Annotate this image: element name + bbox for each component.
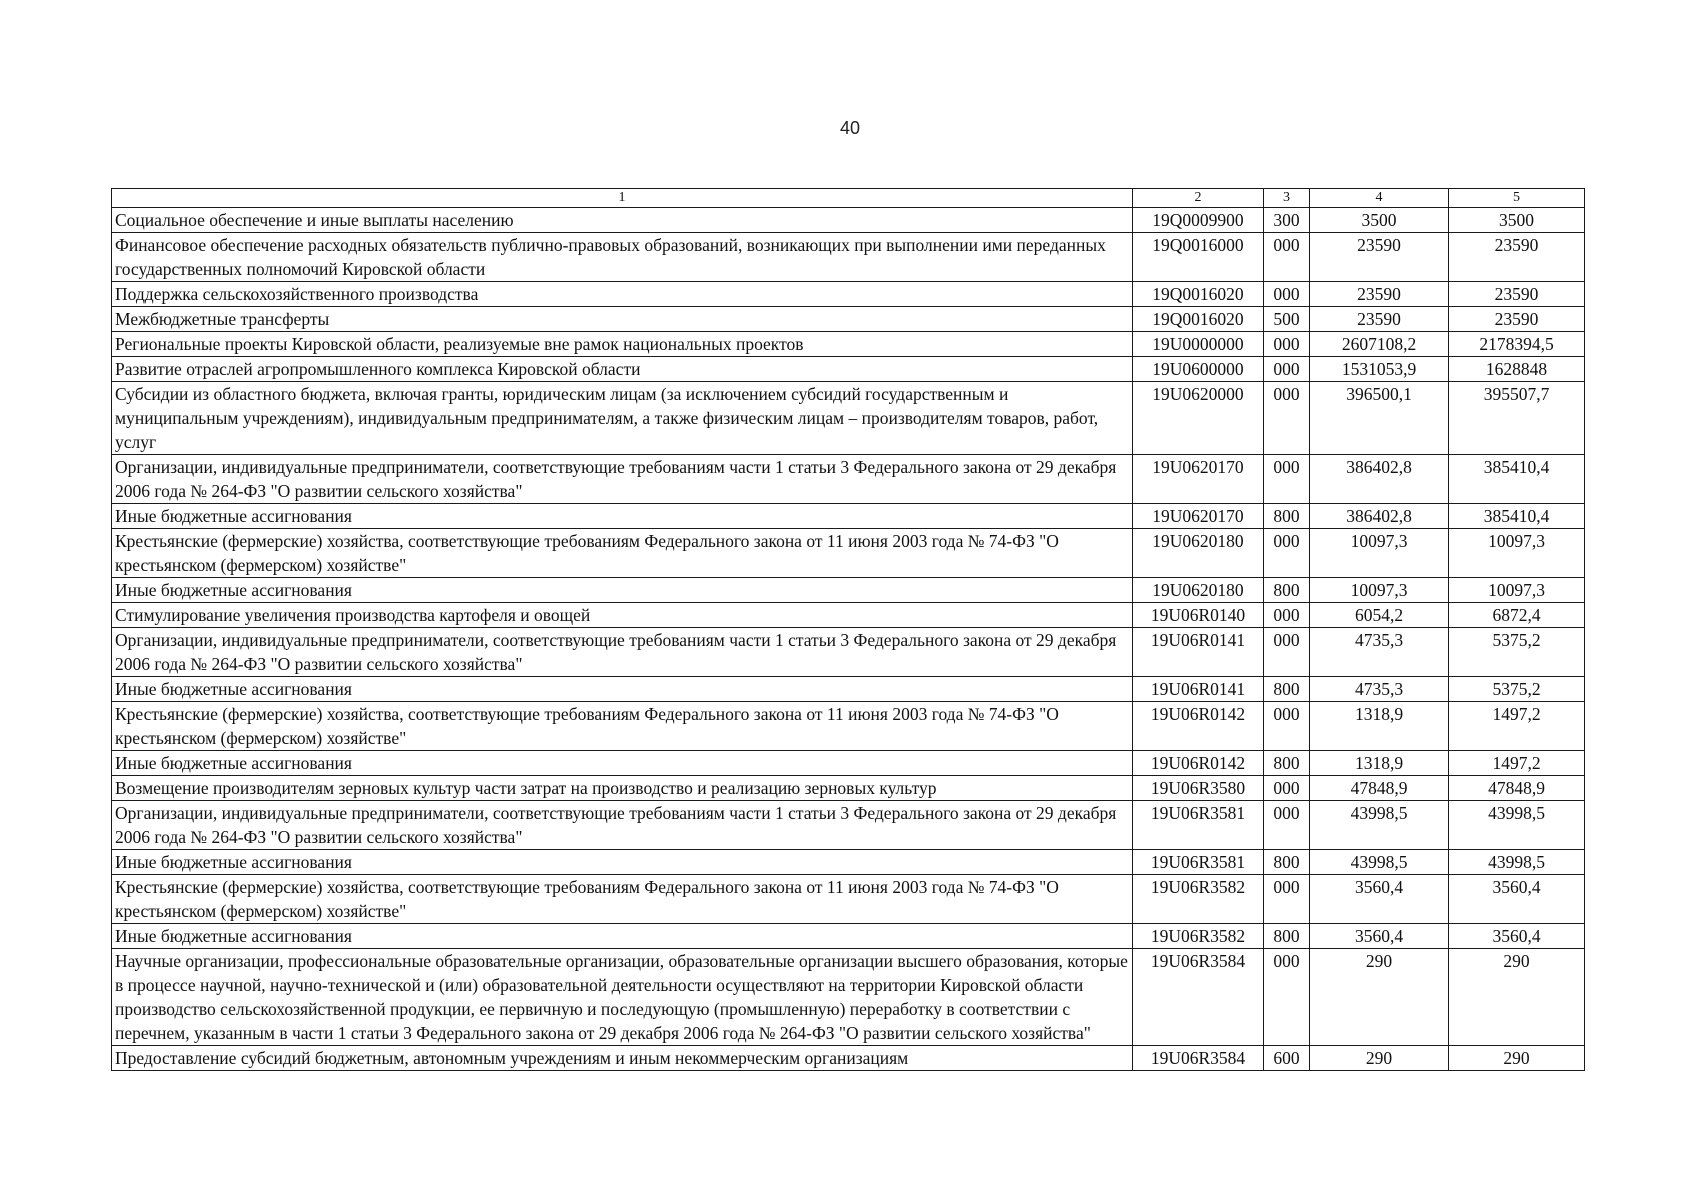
row-expense-type-cell: 600 <box>1264 1046 1310 1071</box>
row-amount-col4-cell: 3500 <box>1310 208 1449 233</box>
table-row <box>112 801 1585 850</box>
row-name-cell: Финансовое обеспечение расходных обязательств публично-правовых образований, возникающих при выполнении ими переданных государственных полномочий Кировской области <box>112 233 1133 282</box>
row-expense-type-cell: 000 <box>1264 282 1310 307</box>
row-amount-col4-cell: 47848,9 <box>1310 776 1449 801</box>
row-name-cell: Организации, индивидуальные предприниматели, соответствующие требованиям части 1 статьи 3 Федерального закона от 29 декабря 2006 года № 264-ФЗ "О развитии сельского хозяйства" <box>112 455 1133 504</box>
row-name-cell: Поддержка сельскохозяйственного производства <box>112 282 1133 307</box>
table-row <box>112 578 1585 603</box>
row-expense-type-cell: 000 <box>1264 875 1310 924</box>
table-row <box>112 702 1585 751</box>
row-amount-col5-cell: 10097,3 <box>1449 529 1585 578</box>
row-amount-col5-cell: 290 <box>1449 949 1585 1046</box>
row-code-cell: 19U06R3581 <box>1133 801 1264 850</box>
row-code-cell: 19U0620180 <box>1133 578 1264 603</box>
row-amount-col4-cell: 290 <box>1310 1046 1449 1071</box>
row-name-cell: Крестьянские (фермерские) хозяйства, соответствующие требованиям Федерального закона от 11 июня 2003 года № 74-ФЗ "О крестьянском (фермерском) хозяйстве" <box>112 529 1133 578</box>
row-amount-col4-cell: 396500,1 <box>1310 382 1449 455</box>
row-expense-type-cell: 000 <box>1264 776 1310 801</box>
row-code-cell: 19U06R3580 <box>1133 776 1264 801</box>
row-amount-col5-cell: 6872,4 <box>1449 603 1585 628</box>
row-amount-col4-cell: 6054,2 <box>1310 603 1449 628</box>
row-amount-col4-cell: 3560,4 <box>1310 875 1449 924</box>
row-name-cell: Развитие отраслей агропромышленного комплекса Кировской области <box>112 357 1133 382</box>
row-amount-col5-cell: 385410,4 <box>1449 504 1585 529</box>
row-expense-type-cell: 800 <box>1264 751 1310 776</box>
row-name-cell: Иные бюджетные ассигнования <box>112 751 1133 776</box>
row-code-cell: 19U06R3584 <box>1133 1046 1264 1071</box>
row-amount-col5-cell: 290 <box>1449 1046 1585 1071</box>
row-amount-col5-cell: 5375,2 <box>1449 628 1585 677</box>
row-name-cell: Социальное обеспечение и иные выплаты населению <box>112 208 1133 233</box>
table-row <box>112 282 1585 307</box>
row-code-cell: 19U0620180 <box>1133 529 1264 578</box>
row-amount-col5-cell: 2178394,5 <box>1449 332 1585 357</box>
row-code-cell: 19U06R0141 <box>1133 677 1264 702</box>
column-header-5: 5 <box>1449 189 1585 208</box>
row-amount-col5-cell: 23590 <box>1449 282 1585 307</box>
table-row <box>112 504 1585 529</box>
row-amount-col5-cell: 3560,4 <box>1449 875 1585 924</box>
column-header-3: 3 <box>1264 189 1310 208</box>
table-row <box>112 850 1585 875</box>
table-header-row <box>112 189 1585 208</box>
row-amount-col5-cell: 23590 <box>1449 307 1585 332</box>
row-amount-col5-cell: 395507,7 <box>1449 382 1585 455</box>
row-amount-col4-cell: 1318,9 <box>1310 751 1449 776</box>
table-row <box>112 677 1585 702</box>
row-name-cell: Организации, индивидуальные предприниматели, соответствующие требованиям части 1 статьи 3 Федерального закона от 29 декабря 2006 года № 264-ФЗ "О развитии сельского хозяйства" <box>112 801 1133 850</box>
table-row <box>112 949 1585 1046</box>
row-name-cell: Научные организации, профессиональные образовательные организации, образовательные организации высшего образования, которые в процессе научной, научно-технической и (или) образовательной деятельности осуществляют на территории Кировской области производство сельскохозяйственной продукции, ее первичную и последующую (промышленную) переработку в соответствии с перечнем, указанным в части 1 статьи 3 Федерального закона от 29 декабря 2006 года № 264-ФЗ "О развитии сельского хозяйства" <box>112 949 1133 1046</box>
row-expense-type-cell: 000 <box>1264 628 1310 677</box>
table-row <box>112 455 1585 504</box>
row-amount-col4-cell: 386402,8 <box>1310 455 1449 504</box>
row-amount-col4-cell: 10097,3 <box>1310 578 1449 603</box>
row-expense-type-cell: 500 <box>1264 307 1310 332</box>
row-code-cell: 19U06R0141 <box>1133 628 1264 677</box>
row-name-cell: Иные бюджетные ассигнования <box>112 504 1133 529</box>
row-expense-type-cell: 800 <box>1264 504 1310 529</box>
row-name-cell: Стимулирование увеличения производства картофеля и овощей <box>112 603 1133 628</box>
row-amount-col4-cell: 3560,4 <box>1310 924 1449 949</box>
row-expense-type-cell: 800 <box>1264 850 1310 875</box>
row-expense-type-cell: 000 <box>1264 332 1310 357</box>
row-amount-col4-cell: 23590 <box>1310 307 1449 332</box>
row-expense-type-cell: 000 <box>1264 382 1310 455</box>
row-name-cell: Иные бюджетные ассигнования <box>112 850 1133 875</box>
table-row <box>112 529 1585 578</box>
row-amount-col5-cell: 5375,2 <box>1449 677 1585 702</box>
row-expense-type-cell: 000 <box>1264 455 1310 504</box>
table-row <box>112 1046 1585 1071</box>
row-code-cell: 19U0620170 <box>1133 455 1264 504</box>
row-expense-type-cell: 000 <box>1264 529 1310 578</box>
row-name-cell: Организации, индивидуальные предприниматели, соответствующие требованиям части 1 статьи 3 Федерального закона от 29 декабря 2006 года № 264-ФЗ "О развитии сельского хозяйства" <box>112 628 1133 677</box>
row-code-cell: 19U0000000 <box>1133 332 1264 357</box>
row-code-cell: 19U06R3584 <box>1133 949 1264 1046</box>
row-amount-col5-cell: 1628848 <box>1449 357 1585 382</box>
table-row <box>112 307 1585 332</box>
row-expense-type-cell: 000 <box>1264 949 1310 1046</box>
row-code-cell: 19U0620170 <box>1133 504 1264 529</box>
row-amount-col4-cell: 386402,8 <box>1310 504 1449 529</box>
row-expense-type-cell: 000 <box>1264 801 1310 850</box>
row-code-cell: 19Q0016000 <box>1133 233 1264 282</box>
row-amount-col4-cell: 23590 <box>1310 233 1449 282</box>
row-name-cell: Межбюджетные трансферты <box>112 307 1133 332</box>
row-amount-col5-cell: 1497,2 <box>1449 702 1585 751</box>
row-name-cell: Предоставление субсидий бюджетным, автономным учреждениям и иным некоммерческим организациям <box>112 1046 1133 1071</box>
row-amount-col5-cell: 385410,4 <box>1449 455 1585 504</box>
table-row <box>112 208 1585 233</box>
table-row <box>112 776 1585 801</box>
column-header-4: 4 <box>1310 189 1449 208</box>
row-expense-type-cell: 000 <box>1264 603 1310 628</box>
row-amount-col4-cell: 1318,9 <box>1310 702 1449 751</box>
row-name-cell: Региональные проекты Кировской области, реализуемые вне рамок национальных проектов <box>112 332 1133 357</box>
table-row <box>112 603 1585 628</box>
column-header-2: 2 <box>1133 189 1264 208</box>
table-row <box>112 751 1585 776</box>
row-amount-col4-cell: 1531053,9 <box>1310 357 1449 382</box>
row-amount-col5-cell: 1497,2 <box>1449 751 1585 776</box>
row-expense-type-cell: 000 <box>1264 357 1310 382</box>
row-expense-type-cell: 800 <box>1264 677 1310 702</box>
row-amount-col5-cell: 3500 <box>1449 208 1585 233</box>
row-amount-col4-cell: 10097,3 <box>1310 529 1449 578</box>
row-expense-type-cell: 000 <box>1264 702 1310 751</box>
row-amount-col4-cell: 23590 <box>1310 282 1449 307</box>
table-row <box>112 924 1585 949</box>
row-name-cell: Иные бюджетные ассигнования <box>112 924 1133 949</box>
table-row <box>112 332 1585 357</box>
row-amount-col5-cell: 10097,3 <box>1449 578 1585 603</box>
row-code-cell: 19U06R0142 <box>1133 751 1264 776</box>
table-row <box>112 875 1585 924</box>
row-amount-col5-cell: 47848,9 <box>1449 776 1585 801</box>
row-code-cell: 19U06R0142 <box>1133 702 1264 751</box>
row-expense-type-cell: 000 <box>1264 233 1310 282</box>
row-code-cell: 19Q0009900 <box>1133 208 1264 233</box>
row-amount-col5-cell: 43998,5 <box>1449 801 1585 850</box>
budget-table-body <box>112 189 1585 1071</box>
row-code-cell: 19U06R3582 <box>1133 924 1264 949</box>
row-name-cell: Иные бюджетные ассигнования <box>112 578 1133 603</box>
row-code-cell: 19Q0016020 <box>1133 282 1264 307</box>
row-name-cell: Крестьянские (фермерские) хозяйства, соответствующие требованиям Федерального закона от 11 июня 2003 года № 74-ФЗ "О крестьянском (фермерском) хозяйстве" <box>112 702 1133 751</box>
row-amount-col4-cell: 4735,3 <box>1310 677 1449 702</box>
row-amount-col5-cell: 43998,5 <box>1449 850 1585 875</box>
row-expense-type-cell: 300 <box>1264 208 1310 233</box>
row-amount-col5-cell: 3560,4 <box>1449 924 1585 949</box>
table-row <box>112 233 1585 282</box>
row-amount-col4-cell: 4735,3 <box>1310 628 1449 677</box>
row-code-cell: 19U06R3581 <box>1133 850 1264 875</box>
row-code-cell: 19U0600000 <box>1133 357 1264 382</box>
row-code-cell: 19U0620000 <box>1133 382 1264 455</box>
row-code-cell: 19U06R3582 <box>1133 875 1264 924</box>
page-number: 40 <box>839 118 861 138</box>
row-name-cell: Крестьянские (фермерские) хозяйства, соответствующие требованиям Федерального закона от 11 июня 2003 года № 74-ФЗ "О крестьянском (фермерском) хозяйстве" <box>112 875 1133 924</box>
column-header-1: 1 <box>112 189 1133 208</box>
row-code-cell: 19U06R0140 <box>1133 603 1264 628</box>
row-amount-col4-cell: 290 <box>1310 949 1449 1046</box>
table-row <box>112 628 1585 677</box>
row-amount-col5-cell: 23590 <box>1449 233 1585 282</box>
row-expense-type-cell: 800 <box>1264 578 1310 603</box>
row-expense-type-cell: 800 <box>1264 924 1310 949</box>
row-amount-col4-cell: 43998,5 <box>1310 801 1449 850</box>
row-code-cell: 19Q0016020 <box>1133 307 1264 332</box>
row-name-cell: Субсидии из областного бюджета, включая гранты, юридическим лицам (за исключением субсидий государственным и муниципальным учреждениям), индивидуальным предпринимателям, а также физическим лицам – производителям товаров, работ, услуг <box>112 382 1133 455</box>
row-amount-col4-cell: 43998,5 <box>1310 850 1449 875</box>
row-amount-col4-cell: 2607108,2 <box>1310 332 1449 357</box>
table-row <box>112 357 1585 382</box>
row-name-cell: Возмещение производителям зерновых культур части затрат на производство и реализацию зерновых культур <box>112 776 1133 801</box>
budget-table <box>111 188 1585 1071</box>
row-name-cell: Иные бюджетные ассигнования <box>112 677 1133 702</box>
table-row <box>112 382 1585 455</box>
